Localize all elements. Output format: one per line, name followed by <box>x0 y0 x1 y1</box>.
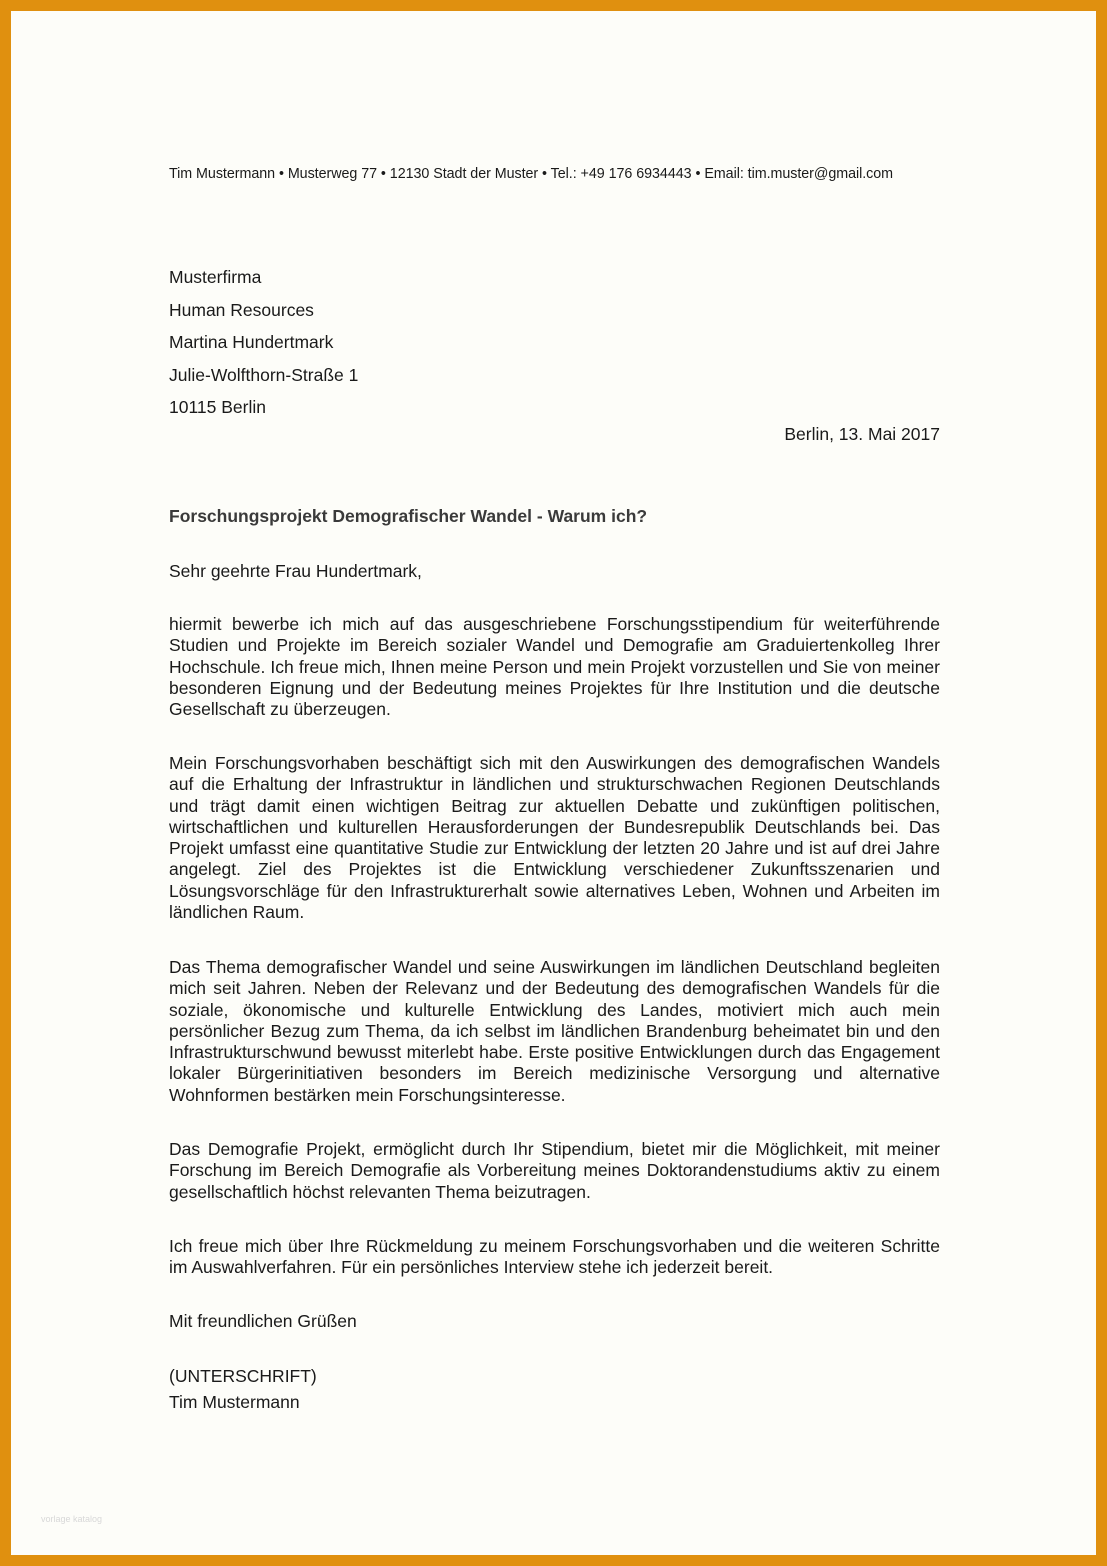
recipient-city: 10115 Berlin <box>169 397 266 418</box>
signature-placeholder: (UNTERSCHRIFT) <box>169 1366 317 1386</box>
recipient-person: Martina Hundertmark <box>169 332 334 353</box>
recipient-address <box>169 261 358 424</box>
paragraph-motivation: Das Thema demografischer Wandel und seine Auswirkungen im ländlichen Deutschland begleiten mich seit Jahren. Neben der Relevanz und der Bedeutung des demografischen Wandels für die soziale, ökonomische und kulturelle Entwicklung des Landes, motiviert mich auch mein persönlicher Bezug zum Thema, da ich selbst im ländlichen Brandenburg beheimatet bin und den Infrastrukturschwund bewusst miterlebt habe. Erste positive Entwicklungen durch das Engagement lokaler Bürgerinitiativen besonders im Bereich medizinische Versorgung und alternative Wohnformen bestärken mein Forschungsinteresse. <box>169 957 940 1105</box>
watermark: vorlage katalog <box>41 1514 103 1524</box>
paragraph-opportunity: Das Demografie Projekt, ermöglicht durch Ihr Stipendium, bietet mir die Möglichkeit, mit meiner Forschung im Bereich Demografie als Vorbereitung meines Doktorandenstudiums aktiv zu einem gesellschaftlich höchst relevanten Thema beizutragen. <box>169 1139 940 1202</box>
paragraph-intro: hiermit bewerbe ich mich auf das ausgeschriebene Forschungsstipendium für weiterführende Studien und Projekte im Bereich sozialer Wandel und Demografie am Graduiertenkolleg Ihrer Hochschule. Ich freue mich, Ihnen meine Person und mein Projekt vorzustellen und Sie von meiner besonderen Eignung und der Bedeutung meines Projektes für Ihre Institution und die deutsche Gesellschaft zu überzeugen. <box>169 614 940 720</box>
letter-subject: Forschungsprojekt Demografischer Wandel - Warum ich? <box>169 506 648 526</box>
closing-formula: Mit freundlichen Grüßen <box>169 1311 357 1331</box>
paragraph-closing-request: Ich freue mich über Ihre Rückmeldung zu meinem Forschungsvorhaben und die weiteren Schritte im Auswahlverfahren. Für ein persönliches Interview stehe ich jederzeit bereit. <box>169 1236 940 1278</box>
recipient-street: Julie-Wolfthorn-Straße 1 <box>169 364 359 385</box>
letter-page <box>11 11 1096 1555</box>
recipient-department: Human Resources <box>169 299 314 320</box>
salutation: Sehr geehrte Frau Hundertmark, <box>169 561 422 581</box>
sender-line: Tim Mustermann • Musterweg 77 • 12130 Stadt der Muster • Tel.: +49 176 6934443 • Email: tim.muster@gmail.com <box>169 166 894 182</box>
letter-date: Berlin, 13. Mai 2017 <box>784 424 940 444</box>
recipient-company: Musterfirma <box>169 267 262 287</box>
signature-name: Tim Mustermann <box>169 1392 300 1412</box>
paragraph-research: Mein Forschungsvorhaben beschäftigt sich mit den Auswirkungen des demografischen Wandels auf die Erhaltung der Infrastruktur in ländlichen und strukturschwachen Regionen Deutschlands und trägt damit einen wichtigen Beitrag zur aktuellen Debatte und zukünftigen politischen, wirtschaftlichen und kulturellen Herausforderungen der Bundesrepublik Deutschlands bei. Das Projekt umfasst eine quantitative Studie zur Entwicklung der letzten 20 Jahre und ist auf drei Jahre angelegt. Ziel des Projektes ist die Entwicklung verschiedener Zukunftsszenarien und Lösungsvorschläge für den Infrastrukturerhalt sowie alternatives Leben, Wohnen und Arbeiten im ländlichen Raum. <box>169 753 940 923</box>
